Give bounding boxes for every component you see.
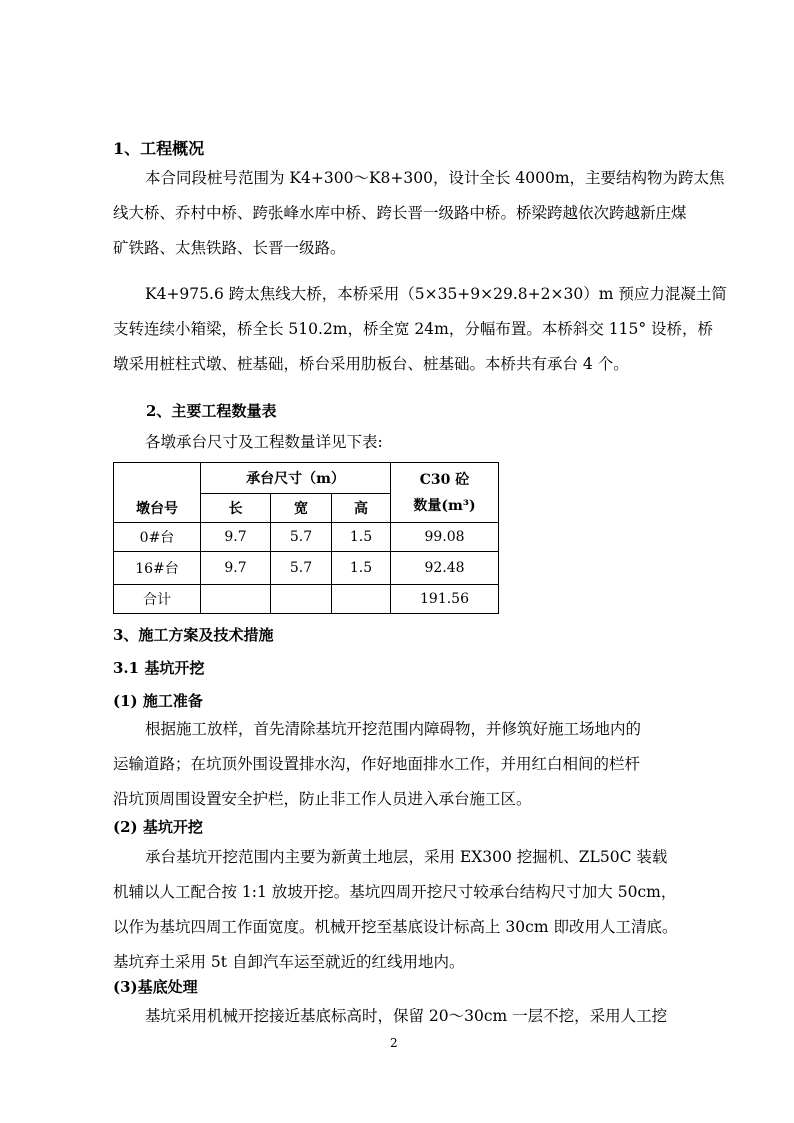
header-length: 长	[201, 494, 271, 523]
text-line: 沿坑顶周围设置安全护栏，防止非工作人员进入承台施工区。	[113, 790, 532, 808]
cell-pier: 16#台	[114, 552, 201, 585]
text-line: 支转连续小箱梁，桥全长 510.2m，桥全宽 24m，分幅布置。本桥斜交 115° 设桥，桥	[113, 320, 714, 338]
cell-qty: 99.08	[391, 523, 499, 552]
quantity-table	[113, 462, 499, 614]
text-line: 承台基坑开挖范围内主要为新黄土地层，采用 EX300 挖掘机、ZL50C 装载	[145, 848, 668, 866]
header-width: 宽	[271, 494, 332, 523]
item3-title: (3)基底处理	[113, 978, 198, 996]
text-line: 以作为基坑四周工作面宽度。机械开挖至基底设计标高上 30cm 即改用人工清底。	[113, 918, 678, 936]
text-line: 本合同段桩号范围为 K4+300～K8+300，设计全长 4000m，主要结构物为跨太焦	[145, 169, 725, 187]
cell-qty: 191.56	[391, 585, 499, 614]
cell-pier: 0#台	[114, 523, 201, 552]
cell-height: 1.5	[332, 523, 391, 552]
text-line: 基坑采用机械开挖接近基底标高时，保留 20～30cm 一层不挖，采用人工挖	[145, 1007, 668, 1025]
cell-length: 9.7	[201, 523, 271, 552]
table-row	[114, 523, 499, 552]
cell-length: 9.7	[201, 552, 271, 585]
item1-paragraph	[113, 712, 705, 817]
cell-height	[332, 585, 391, 614]
text-line: 基坑弃土采用 5t 自卸汽车运至就近的红线用地内。	[113, 953, 465, 971]
item3-paragraph	[113, 999, 705, 1034]
text-line: 根据施工放样，首先清除基坑开挖范围内障碍物，并修筑好施工场地内的	[145, 720, 642, 738]
header-concrete	[391, 463, 499, 523]
text-line: K4+975.6 跨太焦线大桥，本桥采用（5×35+9×29.8+2×30）m 预应力混凝土简	[145, 285, 727, 303]
text-line: 线大桥、乔村中桥、跨张峰水库中桥、跨长晋一级路中桥。桥梁跨越依次跨越新庄煤	[113, 204, 687, 222]
item2-title: (2) 基坑开挖	[113, 818, 203, 836]
table-row-total	[114, 585, 499, 614]
section1-paragraph-2	[113, 277, 727, 382]
page-number: 2	[390, 1036, 398, 1050]
section2-title: 2、主要工程数量表	[146, 402, 277, 420]
header-pier: 墩台号	[114, 463, 201, 523]
cell-width	[271, 585, 332, 614]
subsection-3-1-title: 3.1 基坑开挖	[113, 659, 205, 677]
text-line: 运输道路；在坑顶外围设置排水沟，作好地面排水工作，并用红白相间的栏杆	[113, 755, 641, 773]
header-size-group: 承台尺寸（m）	[201, 463, 391, 494]
section3-title: 3、施工方案及技术措施	[113, 626, 274, 644]
item1-title: (1) 施工准备	[113, 692, 203, 710]
section1-paragraph-1	[113, 161, 725, 266]
item2-paragraph	[113, 840, 705, 980]
table-row	[114, 552, 499, 585]
cell-width: 5.7	[271, 523, 332, 552]
header-concrete-line2: 数量(m³)	[413, 497, 476, 514]
header-height: 高	[332, 494, 391, 523]
cell-height: 1.5	[332, 552, 391, 585]
cell-width: 5.7	[271, 552, 332, 585]
header-concrete-line1: C30 砼	[419, 471, 470, 488]
cell-pier: 合计	[114, 585, 201, 614]
cell-qty: 92.48	[391, 552, 499, 585]
cell-length	[201, 585, 271, 614]
text-line: 矿铁路、太焦铁路、长晋一级路。	[113, 239, 346, 257]
text-line: 机辅以人工配合按 1:1 放坡开挖。基坑四周开挖尺寸较承台结构尺寸加大 50cm，	[113, 883, 677, 901]
text-line: 各墩承台尺寸及工程数量详见下表:	[145, 433, 383, 451]
table-intro	[113, 425, 705, 460]
section1-title: 1、工程概况	[113, 139, 205, 158]
text-line: 墩采用桩柱式墩、桩基础，桥台采用肋板台、桩基础。本桥共有承台 4 个。	[113, 355, 629, 373]
